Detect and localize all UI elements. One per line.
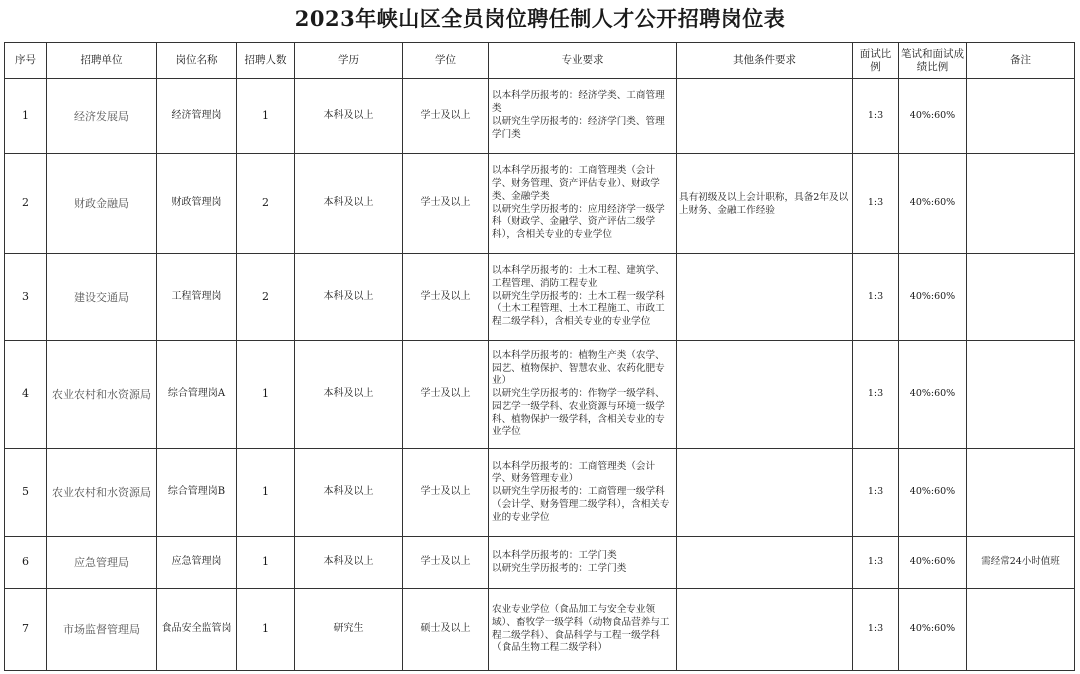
row-interview-ratio: 1:3 — [853, 589, 899, 671]
row-count: 2 — [237, 254, 295, 341]
recruitment-table — [4, 42, 1075, 671]
col-other: 其他条件要求 — [677, 43, 853, 79]
row-major: 以本科学历报考的：经济学类、工商管理类 以研究生学历报考的：经济学门类、管理学门类 — [489, 79, 677, 154]
row-degree: 学士及以上 — [403, 79, 489, 154]
row-other — [677, 449, 853, 537]
row-unit: 市场监督管理局 — [47, 589, 157, 671]
row-remark — [967, 154, 1075, 254]
row-remark — [967, 254, 1075, 341]
row-unit: 经济发展局 — [47, 79, 157, 154]
row-seq: 1 — [5, 79, 47, 154]
row-count: 1 — [237, 449, 295, 537]
row-score-ratio: 40%:60% — [899, 79, 967, 154]
row-major: 以本科学历报考的：工学门类 以研究生学历报考的：工学门类 — [489, 537, 677, 589]
row-remark — [967, 449, 1075, 537]
row-education: 研究生 — [295, 589, 403, 671]
row-degree: 硕士及以上 — [403, 589, 489, 671]
row-seq: 3 — [5, 254, 47, 341]
table-row — [5, 589, 1075, 671]
row-unit: 建设交通局 — [47, 254, 157, 341]
row-education: 本科及以上 — [295, 254, 403, 341]
row-remark — [967, 589, 1075, 671]
row-score-ratio: 40%:60% — [899, 589, 967, 671]
row-position: 应急管理岗 — [157, 537, 237, 589]
col-major: 专业要求 — [489, 43, 677, 79]
col-education: 学历 — [295, 43, 403, 79]
table-row — [5, 154, 1075, 254]
row-seq: 6 — [5, 537, 47, 589]
row-education: 本科及以上 — [295, 537, 403, 589]
col-count: 招聘人数 — [237, 43, 295, 79]
col-seq: 序号 — [5, 43, 47, 79]
row-interview-ratio: 1:3 — [853, 449, 899, 537]
row-education: 本科及以上 — [295, 449, 403, 537]
col-position: 岗位名称 — [157, 43, 237, 79]
row-position: 财政管理岗 — [157, 154, 237, 254]
row-position: 经济管理岗 — [157, 79, 237, 154]
row-other — [677, 589, 853, 671]
row-other — [677, 341, 853, 449]
row-unit: 财政金融局 — [47, 154, 157, 254]
row-unit: 应急管理局 — [47, 537, 157, 589]
row-other: 具有初级及以上会计职称，具备2年及以上财务、金融工作经验 — [677, 154, 853, 254]
row-interview-ratio: 1:3 — [853, 79, 899, 154]
col-remark: 备注 — [967, 43, 1075, 79]
row-other — [677, 254, 853, 341]
row-education: 本科及以上 — [295, 154, 403, 254]
row-major: 以本科学历报考的：土木工程、建筑学、工程管理、消防工程专业 以研究生学历报考的：土木工程一级学科（土木工程管理、土木工程施工、市政工程二级学科），含相关专业的专业学位 — [489, 254, 677, 341]
row-position: 食品安全监管岗 — [157, 589, 237, 671]
row-seq: 5 — [5, 449, 47, 537]
table-row — [5, 341, 1075, 449]
row-unit: 农业农村和水资源局 — [47, 341, 157, 449]
row-count: 1 — [237, 537, 295, 589]
table-row — [5, 449, 1075, 537]
row-unit: 农业农村和水资源局 — [47, 449, 157, 537]
row-seq: 4 — [5, 341, 47, 449]
row-major: 农业专业学位（食品加工与安全专业领域）、畜牧学一级学科（动物食品营养与工程二级学科）、食品科学与工程一级学科（食品生物工程二级学科） — [489, 589, 677, 671]
row-count: 1 — [237, 79, 295, 154]
row-remark: 需经常24小时值班 — [967, 537, 1075, 589]
row-position: 综合管理岗A — [157, 341, 237, 449]
row-count: 1 — [237, 589, 295, 671]
row-education: 本科及以上 — [295, 341, 403, 449]
row-education: 本科及以上 — [295, 79, 403, 154]
header-row — [5, 43, 1075, 79]
col-degree: 学位 — [403, 43, 489, 79]
row-other — [677, 537, 853, 589]
row-score-ratio: 40%:60% — [899, 254, 967, 341]
row-seq: 7 — [5, 589, 47, 671]
row-interview-ratio: 1:3 — [853, 154, 899, 254]
row-score-ratio: 40%:60% — [899, 341, 967, 449]
row-remark — [967, 79, 1075, 154]
row-degree: 学士及以上 — [403, 449, 489, 537]
row-other — [677, 79, 853, 154]
col-unit: 招聘单位 — [47, 43, 157, 79]
row-degree: 学士及以上 — [403, 154, 489, 254]
table-row — [5, 79, 1075, 154]
row-seq: 2 — [5, 154, 47, 254]
row-position: 综合管理岗B — [157, 449, 237, 537]
row-major: 以本科学历报考的：植物生产类（农学、园艺、植物保护、智慧农业、农药化肥专业） 以研究生学历报考的：作物学一级学科、园艺学一级学科、农业资源与环境一级学科、植物保护一级学科，含相关专业的专业学位 — [489, 341, 677, 449]
row-major: 以本科学历报考的：工商管理类（会计学、财务管理、资产评估专业）、财政学类、金融学类 以研究生学历报考的：应用经济学一级学科（财政学、金融学、资产评估二级学科），含相关专业的专业学位 — [489, 154, 677, 254]
row-score-ratio: 40%:60% — [899, 449, 967, 537]
row-interview-ratio: 1:3 — [853, 537, 899, 589]
row-score-ratio: 40%:60% — [899, 154, 967, 254]
row-count: 1 — [237, 341, 295, 449]
table-row — [5, 537, 1075, 589]
row-interview-ratio: 1:3 — [853, 254, 899, 341]
row-score-ratio: 40%:60% — [899, 537, 967, 589]
col-interview-ratio: 面试比例 — [853, 43, 899, 79]
row-degree: 学士及以上 — [403, 254, 489, 341]
col-score-ratio: 笔试和面试成绩比例 — [899, 43, 967, 79]
page-title: 2023年峡山区全员岗位聘任制人才公开招聘岗位表 — [294, 6, 786, 31]
row-degree: 学士及以上 — [403, 341, 489, 449]
row-remark — [967, 341, 1075, 449]
row-major: 以本科学历报考的：工商管理类（会计学、财务管理专业） 以研究生学历报考的：工商管理一级学科（会计学、财务管理二级学科），含相关专业的专业学位 — [489, 449, 677, 537]
row-interview-ratio: 1:3 — [853, 341, 899, 449]
row-degree: 学士及以上 — [403, 537, 489, 589]
table-row — [5, 254, 1075, 341]
row-count: 2 — [237, 154, 295, 254]
row-position: 工程管理岗 — [157, 254, 237, 341]
